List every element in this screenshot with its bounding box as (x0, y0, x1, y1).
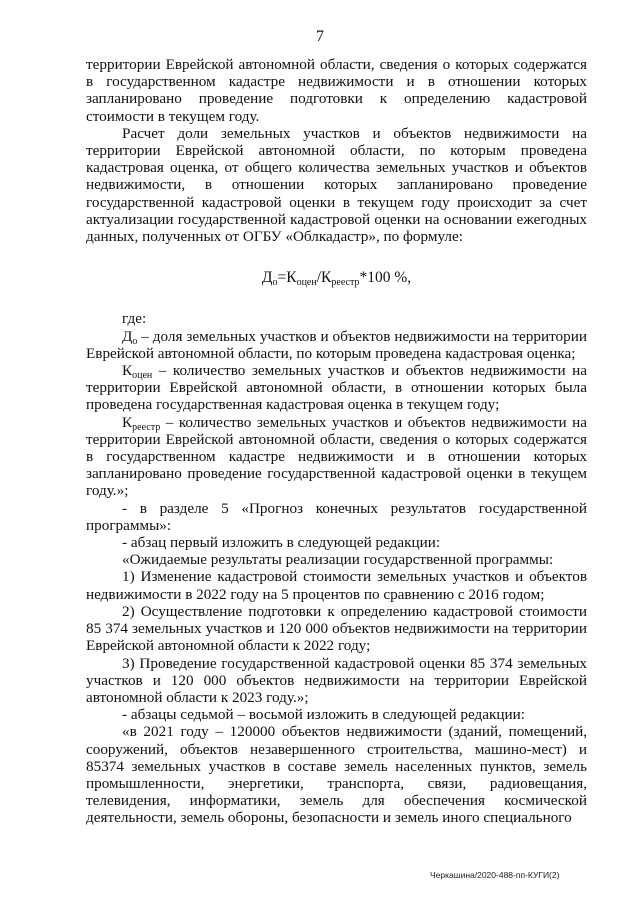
formula-lhs-sub: о (272, 277, 278, 289)
symbol-k-reestr: К (122, 413, 133, 431)
expected-results-heading: «Ожидаемые результаты реализации государственной программы: (122, 551, 554, 569)
abzac-7-8-instruction: - абзацы седьмой – восьмой изложить в следующей редакции: (122, 706, 526, 724)
symbol-k-ocen-sub: оцен (132, 370, 153, 382)
paragraph-calculation: Расчет доли земельных участков и объектов недвижимости на территории Еврейской автономной области, по которым проведена кадастровая оценка, от общего количества земельных участков и объектов недвижимости, в отношении которых запланировано проведение государственной кадастровой оценки в текущем году происходит за счет актуализации государственной кадастровой оценки на основании ежегодных данных, полученных от ОГБУ «Облкадастр», по формуле: (86, 124, 587, 246)
symbol-d-sub: о (132, 335, 138, 347)
paragraph-continuation: территории Еврейской автономной области, сведения о которых содержатся в государственном кадастре недвижимости и в отношении которых запланировано проведение подготовки к определению кадастровой стоимости в текущем году. (86, 56, 587, 125)
symbol-d: Д (122, 327, 133, 345)
paragraph-2021: «в 2021 году – 120000 объектов недвижимости (зданий, помещений, сооружений, объектов незавершенного строительства, машино-мест) и 85374 земельных участков в составе земель населенных пунктов, земель промышленности, энергетики, транспорта, связи, радиовещания, телевидения, информатики, земель для обеспечения космической деятельности, земель обороны, безопасности и земель иного специального (86, 723, 587, 827)
formula-k-reestr-sub: реестр (331, 277, 360, 289)
definition-k-ocen-text: – количество земельных участков и объектов недвижимости на территории Еврейской автономной области, в отношении которых была проведена государственная кадастровая оценка в текущем году; (86, 362, 587, 414)
section5-heading: - в разделе 5 «Прогноз конечных результатов государственной программы»: (86, 499, 587, 534)
document-body (86, 56, 587, 827)
expected-item-3: 3) Проведение государственной кадастровой оценки 85 374 земельных участков и 120 000 объектов недвижимости на территории Еврейской автономной области к 2023 году.»; (86, 654, 587, 706)
definition-k-reestr (86, 414, 587, 500)
formula (86, 269, 587, 289)
page-number: 7 (316, 28, 324, 45)
expected-item-2: 2) Осуществление подготовки к определению кадастровой стоимости 85 374 земельных участков и 120 000 объектов недвижимости на территории Еврейской автономной области к 2022 году; (86, 602, 587, 655)
where-label: где: (122, 310, 147, 328)
formula-tail: *100 %, (359, 269, 412, 287)
footer-document-code: Черкашина/2020-488-пп-КУГИ(2) (430, 870, 560, 880)
formula-slash: /К (316, 269, 332, 287)
definition-k-reestr-text: – количество земельных участков и объектов недвижимости на территории Еврейской автономной области, сведения о которых содержатся в государственном кадастре недвижимости и в отношении которых запланировано проведение государственной кадастровой оценки в текущем году.»; (86, 413, 587, 500)
formula-k-ocen-sub: оцен (296, 277, 317, 289)
definition-d-text: – доля земельных участков и объектов недвижимости на территории Еврейской автономной области, по которым проведена кадастровая оценка; (86, 327, 587, 362)
definition-k-ocen (86, 362, 587, 414)
symbol-k-reestr-sub: реестр (132, 421, 161, 433)
formula-eq: =К (277, 269, 297, 287)
symbol-k-ocen: К (122, 362, 133, 380)
abzac-first-instruction: - абзац первый изложить в следующей редакции: (122, 534, 441, 552)
formula-lhs: Д (261, 269, 273, 287)
definition-d (86, 328, 587, 362)
expected-item-1: 1) Изменение кадастровой стоимости земельных участков и объектов недвижимости в 2022 году на 5 процентов по сравнению с 2016 годом; (86, 568, 587, 603)
